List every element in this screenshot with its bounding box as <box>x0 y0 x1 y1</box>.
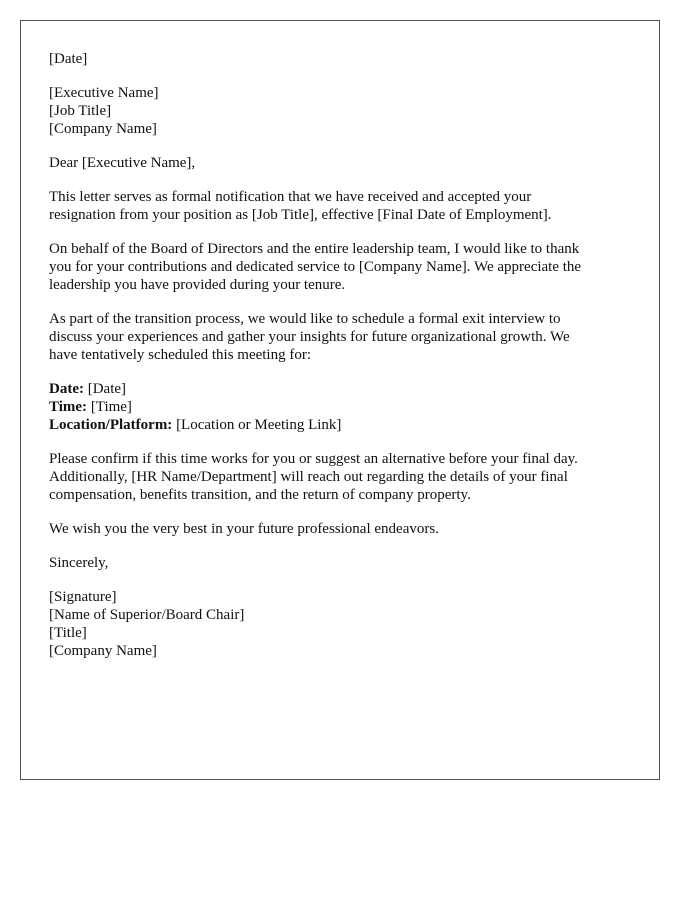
paragraph-line: compensation, benefits transition, and the return of company property. <box>49 487 471 503</box>
salutation <box>49 154 639 172</box>
signer-title: [Title] <box>49 625 87 641</box>
paragraph-line: Additionally, [HR Name/Department] will reach out regarding the details of your final <box>49 469 568 485</box>
meeting-date <box>49 380 639 398</box>
signature: [Signature] <box>49 589 117 605</box>
meeting-time <box>49 398 639 416</box>
paragraph-line: discuss your experiences and gather your insights for future organizational growth. We <box>49 329 570 345</box>
meeting-date-label: Date: <box>49 381 84 397</box>
paragraph-line: This letter serves as formal notification that we have received and accepted your <box>49 189 532 205</box>
letter-page <box>20 20 660 780</box>
paragraph-line: have tentatively scheduled this meeting for: <box>49 347 312 363</box>
recipient-title: [Job Title] <box>49 103 112 119</box>
meeting-location-value: [Location or Meeting Link] <box>172 417 342 433</box>
paragraph-notification <box>49 188 639 224</box>
paragraph-line: As part of the transition process, we would like to schedule a formal exit interview to <box>49 311 561 327</box>
signature-block <box>49 588 639 660</box>
paragraph-line: you for your contributions and dedicated service to [Company Name]. We appreciate the <box>49 259 582 275</box>
meeting-time-value: [Time] <box>87 399 132 415</box>
paragraph-line: We wish you the very best in your future professional endeavors. <box>49 521 439 537</box>
date-block <box>49 50 639 68</box>
paragraph-line: resignation from your position as [Job Title], effective [Final Date of Employment]. <box>49 207 552 223</box>
signer-company: [Company Name] <box>49 643 157 659</box>
paragraph-thanks <box>49 240 639 294</box>
closing <box>49 554 639 572</box>
meeting-location-label: Location/Platform: <box>49 417 173 433</box>
recipient-company: [Company Name] <box>49 121 157 137</box>
recipient-name: [Executive Name] <box>49 85 159 101</box>
letter-content <box>49 50 639 676</box>
signer-name: [Name of Superior/Board Chair] <box>49 607 245 623</box>
paragraph-line: Please confirm if this time works for you or suggest an alternative before your final day. <box>49 451 578 467</box>
letter-date: [Date] <box>49 51 88 67</box>
paragraph-line: leadership you have provided during your tenure. <box>49 277 346 293</box>
meeting-time-label: Time: <box>49 399 88 415</box>
paragraph-wishes <box>49 520 639 538</box>
closing-text: Sincerely, <box>49 555 109 571</box>
recipient-block <box>49 84 639 138</box>
paragraph-exit-interview <box>49 310 639 364</box>
salutation-text: Dear [Executive Name], <box>49 155 196 171</box>
paragraph-line: On behalf of the Board of Directors and the entire leadership team, I would like to thank <box>49 241 580 257</box>
meeting-location <box>49 416 639 434</box>
paragraph-confirmation <box>49 450 639 504</box>
meeting-details <box>49 380 639 434</box>
meeting-date-value: [Date] <box>83 381 127 397</box>
